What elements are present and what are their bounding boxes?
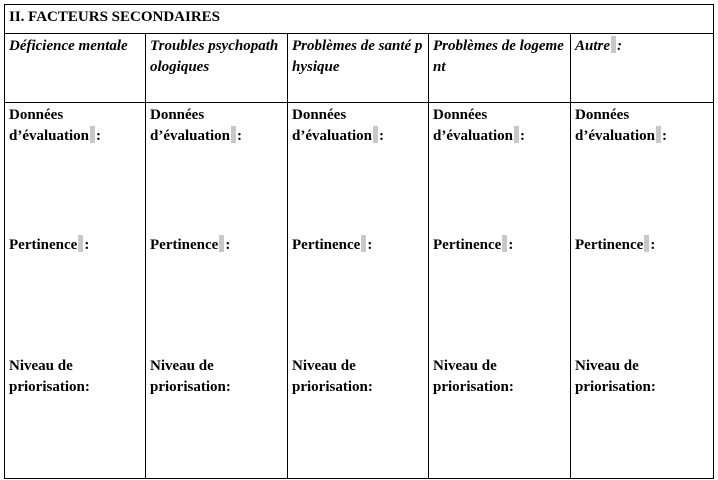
header-logement: Problèmes de logement bbox=[429, 34, 571, 103]
priorisation-field bbox=[575, 356, 709, 416]
pertinence-field bbox=[292, 235, 424, 356]
evaluation-label: Données d’évaluation bbox=[292, 107, 373, 144]
evaluation-colon: : bbox=[520, 128, 526, 144]
column-deficience-mentale bbox=[5, 103, 146, 479]
priorisation-field bbox=[433, 356, 566, 416]
pertinence-label: Pertinence bbox=[433, 237, 502, 253]
pertinence-field-marker[interactable] bbox=[644, 235, 649, 252]
evaluation-field bbox=[575, 105, 709, 235]
secondary-factors-table bbox=[4, 4, 714, 479]
priorisation-label: Niveau de priorisation: bbox=[9, 358, 90, 395]
column-troubles-psychopathologiques bbox=[146, 103, 288, 479]
priorisation-field bbox=[292, 356, 424, 416]
header-autre-colon: : bbox=[617, 38, 623, 54]
pertinence-field-marker[interactable] bbox=[502, 235, 507, 252]
pertinence-field bbox=[433, 235, 566, 356]
column-logement bbox=[429, 103, 571, 479]
pertinence-colon: : bbox=[225, 237, 231, 253]
priorisation-field bbox=[150, 356, 283, 416]
pertinence-colon: : bbox=[650, 237, 656, 253]
evaluation-colon: : bbox=[662, 128, 668, 144]
evaluation-field bbox=[150, 105, 283, 235]
header-autre bbox=[571, 34, 714, 103]
priorisation-label: Niveau de priorisation: bbox=[292, 358, 373, 395]
section-title-row bbox=[5, 5, 714, 34]
field-marker[interactable] bbox=[611, 36, 616, 53]
pertinence-label: Pertinence bbox=[575, 237, 644, 253]
header-sante-physique: Problèmes de santé physique bbox=[288, 34, 429, 103]
section-title: II. FACTEURS SECONDAIRES bbox=[5, 5, 714, 34]
pertinence-colon: : bbox=[84, 237, 90, 253]
priorisation-field bbox=[9, 356, 141, 416]
column-sante-physique bbox=[288, 103, 429, 479]
pertinence-label: Pertinence bbox=[292, 237, 361, 253]
evaluation-field-marker[interactable] bbox=[90, 126, 95, 143]
evaluation-label: Données d’évaluation bbox=[575, 107, 656, 144]
evaluation-field bbox=[292, 105, 424, 235]
pertinence-field bbox=[9, 235, 141, 356]
evaluation-field bbox=[9, 105, 141, 235]
header-troubles-psychopathologiques: Troubles psychopathologiques bbox=[146, 34, 288, 103]
evaluation-field bbox=[433, 105, 566, 235]
pertinence-field-marker[interactable] bbox=[361, 235, 366, 252]
pertinence-colon: : bbox=[508, 237, 514, 253]
pertinence-field-marker[interactable] bbox=[78, 235, 83, 252]
column-header-row bbox=[5, 34, 714, 103]
evaluation-colon: : bbox=[379, 128, 385, 144]
priorisation-label: Niveau de priorisation: bbox=[433, 358, 514, 395]
pertinence-field-marker[interactable] bbox=[219, 235, 224, 252]
evaluation-field-marker[interactable] bbox=[514, 126, 519, 143]
evaluation-field-marker[interactable] bbox=[231, 126, 236, 143]
pertinence-colon: : bbox=[367, 237, 373, 253]
header-autre-label: Autre bbox=[575, 38, 611, 54]
evaluation-field-marker[interactable] bbox=[373, 126, 378, 143]
column-autre bbox=[571, 103, 714, 479]
evaluation-label: Données d’évaluation bbox=[150, 107, 231, 144]
pertinence-label: Pertinence bbox=[150, 237, 219, 253]
pertinence-label: Pertinence bbox=[9, 237, 78, 253]
evaluation-field-marker[interactable] bbox=[656, 126, 661, 143]
evaluation-label: Données d’évaluation bbox=[433, 107, 514, 144]
evaluation-colon: : bbox=[237, 128, 243, 144]
field-row bbox=[5, 103, 714, 479]
header-deficience-mentale: Déficience mentale bbox=[5, 34, 146, 103]
priorisation-label: Niveau de priorisation: bbox=[575, 358, 656, 395]
evaluation-colon: : bbox=[96, 128, 102, 144]
priorisation-label: Niveau de priorisation: bbox=[150, 358, 231, 395]
pertinence-field bbox=[575, 235, 709, 356]
pertinence-field bbox=[150, 235, 283, 356]
evaluation-label: Données d’évaluation bbox=[9, 107, 90, 144]
